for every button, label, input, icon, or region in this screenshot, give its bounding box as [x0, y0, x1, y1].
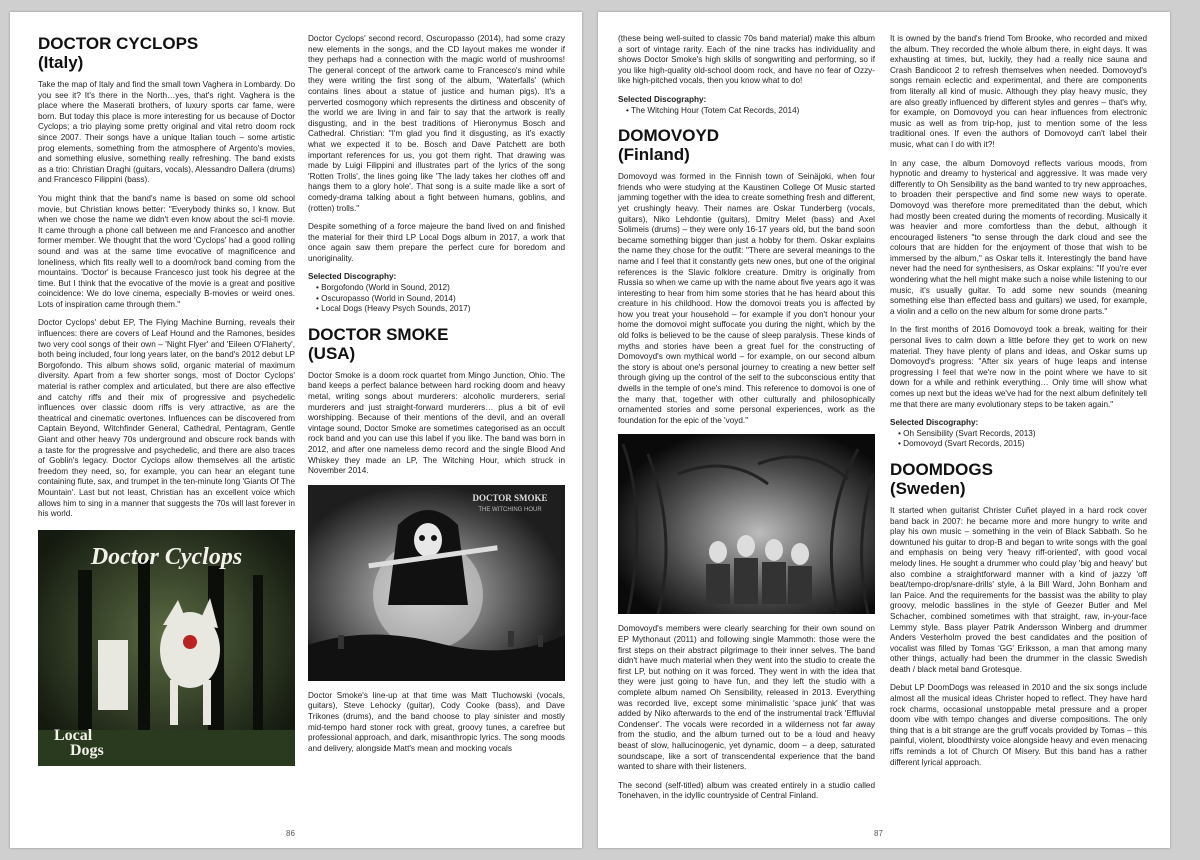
paragraph: It started when guitarist Christer Cuñet played in a hard rock cover band back in 2007: he became more and more hungry to write and play his own music – something in the vein of Black Sabbath. So he downtuned his guitar to drop-B and began to write songs with the goal and emphasis on being very 'heavy riff-oriented', with good vocal melody lines. He sought a drummer who could play 'big and heavy' but also combine a straightforward manner with a kind of jazzy 'off beat/tempo-drop/snare-drills' style, á la Bill Ward, John Bonham and Ian Paice. And the requirements for the bassist was the ability to play groovy, melodic basslines in the style of Geezer Butler and Mel Schacher, combined sometimes with that straight, raw, in-your-face Lemmy style. Bass player Patrik Andersson Winberg and drummer Anders Vesterholm proved the best candidates and the position of vocalist was filled by Tomas 'GG' Eriksson, a man that among many other things, actually had been the drummer in the classic Swedish death / black metal band Grotesque. [890, 505, 1147, 674]
band-name: DOCTOR SMOKE [308, 324, 449, 344]
heading-doctor-smoke [308, 325, 565, 363]
discography-item: • Local Dogs (Heavy Psych Sounds, 2017) [316, 304, 565, 315]
discography-heading: Selected Discography: [618, 94, 707, 104]
band-country: (USA) [308, 343, 356, 363]
paragraph: (these being well-suited to classic 70s band material) make this album a sort of vintage rarity. Each of the nine tracks has individuality and shows Doctor Smoke's high skills of songwriting and performing, so if you like high-quality old-school doom rock, and have no fear of Ozzy-like high-pitched vocals, then you know what to do! [618, 34, 875, 86]
page-number: 86 [286, 829, 295, 838]
discography-item: • Oscuropasso (World in Sound, 2014) [316, 294, 565, 305]
left-column-2 [308, 34, 565, 762]
page-number: 87 [874, 829, 883, 838]
discography-heading: Selected Discography: [890, 418, 979, 428]
paragraph: Debut LP DoomDogs was released in 2010 and the six songs include almost all the musical ideas Christer hoped to reflect. They have hard rock charms, occasional unstoppable metal pressure and a proper doom vibe with tempo changes and diverse compositions. The only thing that is a bit strange are the gruff vocals provided by Tomas – this painful, violent, bloodthirsty voice alongside heavy and even menacing riffs reminds a lot of Church Of Misery. But this band has a rather different lyrical approach. [890, 683, 1147, 767]
paragraph: Domovoyd's members were clearly searching for their own sound on EP Mythonaut (2011) and following single Mammoth: those were the first steps on their abstract pilgrimage to their inner selves. The band didn't have much material when they went into the studio to create the first LP, but nothing on it was forced. They went in with the idea that they were just going to have fun, and they left the studio with a complete album named Oh Sensibility, released in 2013. Everything was recorded live, except some minimalistic 'space junk' that was added by Niko afterwards to the end of the instrumental track 'Effluvial Condenser'. The vocals were recorded in a wilderness not far away from the studio, and the album turned out to be a loud and heavy beast of slow, hallucinogenic, yet dynamic, doom – a deep, saturated soundscape, like a sort of transcendental experience that the band wanted to share with their listeners. [618, 624, 875, 772]
cover-word: Local [54, 726, 93, 744]
heading-doctor-cyclops [38, 34, 295, 72]
band-country: (Italy) [38, 53, 84, 72]
heading-doomdogs [890, 460, 1147, 498]
doctor-cyclops-album-cover [38, 530, 295, 766]
band-photo-graphic [618, 434, 875, 614]
cover-word: Dogs [70, 741, 104, 759]
discography-doctor-smoke [618, 95, 875, 116]
band-country: (Sweden) [890, 478, 966, 498]
paragraph: Take the map of Italy and find the small town Vaghera in Lombardy. Do you see it? It's there in the North…yes, that's right. Vaghera is the place where the Maserati brothers, of luxury sports car fame, were born. But today this place is more interesting for us because of Doctor Cyclops; a trio playing some pretty original and vital retro doom rock since 2007. Their songs have a unique Italian touch – some artistic prog elements, something from the atmosphere of Argento's movies, and something elusive, something really refreshing. The band exists as a trio: Christian Draghi (guitars, vocals), Alessandro Dallera (drums) and Francesco Filippini (bass). [38, 80, 295, 185]
discography-item: • Domovoyd (Svart Records, 2015) [898, 439, 1147, 450]
paragraph: You might think that the band's name is based on some old school movie, but Christian knows better: "Everybody thinks so, I know. But when we chose the name we didn't even know about the sci-fi movie. It came through a phone call between me and Francesco and another former member. We thought that the word 'Cyclops' had a good rolling sound and was at the same time evocative of magnificence and loneliness, which fits really well to a doom/rock band coming from the mountains. 'Doctor' is because Francesco just took his degree at the time. But I think that the evocative of the movie is a great and positive coincidence: We do love cinema, especially B-movies or weird ones. Lots of inspiration came through them." [38, 193, 295, 309]
cover-art-graphic [308, 485, 565, 681]
right-column-1 [618, 34, 875, 810]
page-86 [10, 12, 582, 848]
left-column-1 [38, 34, 295, 776]
paragraph: In any case, the album Domovoyd reflects various moods, from hypnotic and dreamy to hysterical and aggressive. It was made very differently to Oh Sensibility as the band wanted to try new approaches, to broaden their perspective and find some new ways to operate. Domovoyd was therefore more premeditated than the debut, which had mostly been created during the moments of recording. Musically it was heavier and more comfortless than the debut, although it encouraged listeners "to sense through the dark cloud and see the colours that are hidden for the enjoyment of those that wish to be immersed by the album," as Oskar tells it. Interestingly the band have never had the need for synthesisers, as Oskar explains: "If you're ever wondering what the hell might make such a noise while listening to our music, it's usually guitar. To add some new sounds (meaning something else than effected bass and guitars) we used, for example, a violin and a cello on the new album for some drone parts." [890, 158, 1147, 316]
paragraph: Despite something of a force majeure the band lived on and finished the material for their third LP Local Dogs album in 2017, a work that once again saw them prepare the perfect cure for boredom and unoriginality. [308, 222, 565, 263]
domovoyd-band-photo [618, 434, 875, 614]
discography-item: • Borgofondo (World in Sound, 2012) [316, 283, 565, 294]
paragraph: Doctor Cyclops' debut EP, The Flying Machine Burning, reveals their influences: there are covers of Leaf Hound and the Ramones, besides two very cool songs of their own – 'Night Flyer' and 'Eileen O'Flaherty', both being included, four long years later, on the band's 2012 debut LP Borgofondo. This album shows solid, organic material of maximum diversity. Apart from a few shorter songs, most of Doctor Cyclops' material is rather complex and articulated, but there are also effective and catchy riffs and their mix of progressive and psychedelic influences over classic doom riffs is very attractive, as are the theatrical and cinematic overtones. Influences can be discovered from Captain Beyond, Witchfinder General, Cathedral, Pentagram, Gentle Giant and other heavy 70s underground and obscure rock bands with a taste for the progressive and psychedelic, and there are also traces of Goblin's legacy. Doctor Cyclops allow themselves all the artistic freedom they need, so, for example, you can hear an elegant tune containing flute, sax, and trumpet in the ten-minute long 'Giants Of The Mountain'. Last but not least, Christian has an excellent voice which allows him to sing in a manner that suggests the 70s will last forever in his world. [38, 318, 295, 519]
paragraph: Doctor Cyclops' second record, Oscuropasso (2014), had some crazy new elements in the songs, and the CD layout makes me wonder if they perhaps had a connection with the magic world of mushrooms! The general concept of the artwork came to Francesco's mind while they were writing the first song of the album, 'Waterfalls' (which contains lines about a statue of justice and human pigs). It's a perverted cosmogony which represents the dirtiness and obscenity of the world we are living in and fair to say that the artwork is really disgusting, and in the best traditions of Hieronymus Bosch and Cathedral. Christian: "I'm glad you find it disgusting, as it's exactly what we expected it to be. Bosch and Dave Patchett are both important references for us, you got them right. That drawing was made by Luigi Filippini and illustrates part of the lyrics of the song 'Rotten Trolls', the lines going like 'The lady takes her clothes off and hangs them to a glory hole'. That song is a suite made like a sort of comedy-drama talking about a fight between humans, goblins, and (rotten) trolls." [308, 34, 565, 213]
cover-band-logo: Doctor Cyclops [90, 543, 243, 570]
band-name: DOCTOR CYCLOPS [38, 34, 199, 53]
discography-item: • Oh Sensibility (Svart Records, 2013) [898, 429, 1147, 440]
doctor-smoke-album-cover [308, 485, 565, 681]
paragraph: It is owned by the band's friend Tom Brooke, who recorded and mixed the album. They recorded the whole album there, in eight days. It was exhausting at times, but, luckily, they had a really nice sauna and Crash Bandicoot 2 to refresh themselves when needed. Domovoyd's songs remain eclectic and experimental, and there are components from literally all kind of music. Although they play heavy music, they are also greatly influenced by different styles and genres – that's why, for example, on Domovoyd you can hear influences from electronic music as well as from trip-hop, just to mention some of the less traditional ones. If even the authors of Domovoyd can't label their music, what can I do with it?! [890, 34, 1147, 149]
cover-band-logo: DOCTOR SMOKE [472, 492, 548, 503]
paragraph: Domovoyd was formed in the Finnish town of Seinäjoki, when four friends who were studying at the Kaustinen College Of Music started jamming together with the idea to create something fresh and different, yet crushingly heavy. Their names are Oskar Tunderberg (vocals, guitars), Niko Lehdontie (guitars), Dmitry Melet (bass) and Axel Solimeis (drums) – they were only 16-17 years old, but the band soon became something bigger than just a hobby for them. Oskar explains the name they chose for the outfit: "There are several meanings to the name and I feel that it constantly gets new ones, but one of the original references is the Slavic folklore creature. Dmitry is originally from Russia so when we came up with the name about five years ago it was interesting to hear from him some stories that he has heard about this creature in his childhood. How the domovoi treats you is affected by how you treat your household – for example if you don't honour your home the domovoi might suffocate you during the night, which by the old folks is believed to be the cause of sleep paralysis. These kinds of myths and stories have been a great fuel for the constructing of Domovoyd's own mythical world – for example, on our second album the story is about one's personal journey to creating a new better self through giving up the control of the self to the subconscious entity that dwells in the temple of one's mind. This reference to domovoi is one of the many that, together with other culturally and philosophically ornamented stories and some personal experiences, work as the foundation for the epic of the 'voyd." [618, 172, 875, 425]
paragraph: The second (self-titled) album was created entirely in a studio called Tonehaven, in the idyllic countryside of Central Finland. [618, 780, 875, 801]
heading-domovoyd [618, 126, 875, 164]
cover-album-title: THE WITCHING HOUR [478, 506, 542, 513]
paragraph: Doctor Smoke is a doom rock quartet from Mingo Junction, Ohio. The band keeps a perfect balance between hard rocking doom and heavy metal, writing songs about murderers: alcoholic murderers, serial murderers and just straight-forward murderers… plus a bit of evil worshipping. Because of their mentions of the devil, and an overall vintage sound, Doctor Smoke are sometimes categorised as an occult rock band and you can use this label if you like. The band was born in 2012, and after one nameless demo record and the single Blood And Whiskey they made an LP, The Witching Hour, which struck in November 2014. [308, 370, 565, 476]
band-country: (Finland) [618, 145, 690, 165]
paragraph: Doctor Smoke's line-up at that time was Matt Tluchowski (vocals, guitars), Steve Lehocky (guitar), Cody Cooke (bass), and Dave Trikones (drums), and the band choose to play sinister and mostly mid-tempo hard stoner rock with great, groovy tunes, a carefree but professional approach, and dark, misanthropic lyrics. The song moods and delivery, alongside Matt's mean and mocking vocals [308, 690, 565, 753]
discography-item: • The Witching Hour (Totem Cat Records, 2014) [626, 106, 875, 117]
paragraph: In the first months of 2016 Domovoyd took a break, waiting for their personal lives to calm down a little before they get to work on new material. They have plenty of plans and ideas, and Oskar sums up Domovoyd's progress: "After six years of huge leaps and intense progressing I feel that we're now in the point where we have to sit down for a while and rethink everything… Only time will show what comes up next but the ideas we've had for the next album definitely tell me that there are many evolutionary steps to be taken again." [890, 325, 1147, 409]
band-name: DOOMDOGS [890, 459, 993, 479]
discography-heading: Selected Discography: [308, 272, 397, 282]
discography-domovoyd [890, 418, 1147, 450]
discography-doctor-cyclops [308, 272, 565, 314]
right-column-2 [890, 34, 1147, 776]
cover-album-title [54, 728, 104, 758]
page-87 [598, 12, 1170, 848]
band-name: DOMOVOYD [618, 126, 720, 146]
